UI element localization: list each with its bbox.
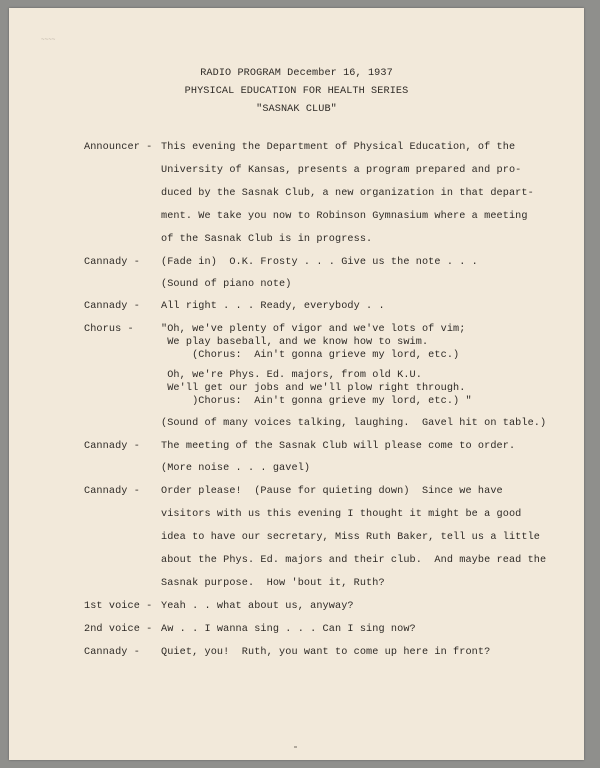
dialogue-line: (Fade in) O.K. Frosty . . . Give us the note . . .	[161, 257, 478, 268]
song-line: We play baseball, and we know how to swim.	[161, 337, 429, 348]
dialogue-line: Aw . . I wanna sing . . . Can I sing now?	[161, 624, 416, 635]
speaker-label: Cannady -	[84, 301, 140, 312]
speaker-label: Cannady -	[84, 441, 140, 452]
dialogue-line: about the Phys. Ed. majors and their club. And maybe read the	[161, 555, 547, 566]
stage-direction: (Sound of many voices talking, laughing. Gavel hit on table.)	[161, 418, 547, 429]
song-line: Oh, we're Phys. Ed. majors, from old K.U.	[161, 370, 422, 381]
speaker-label: 2nd voice -	[84, 624, 153, 635]
speaker-label: Cannady -	[84, 486, 140, 497]
page-speck	[294, 746, 297, 748]
speaker-label: Cannady -	[84, 647, 140, 658]
dialogue-line: Yeah . . what about us, anyway?	[161, 601, 354, 612]
stage-direction: (More noise . . . gavel)	[161, 463, 311, 474]
dialogue-line: idea to have our secretary, Miss Ruth Baker, tell us a little	[161, 532, 541, 543]
dialogue-line: visitors with us this evening I thought it might be a good	[161, 509, 522, 520]
speaker-label: Announcer -	[84, 142, 153, 153]
stage-direction: (Sound of piano note)	[161, 279, 292, 290]
dialogue-line: Sasnak purpose. How 'bout it, Ruth?	[161, 578, 385, 589]
header-club: "SASNAK CLUB"	[256, 104, 337, 115]
dialogue-line: This evening the Department of Physical Education, of the	[161, 142, 516, 153]
song-line: "Oh, we've plenty of vigor and we've lots of vim;	[161, 324, 466, 335]
header-series: PHYSICAL EDUCATION FOR HEALTH SERIES	[184, 86, 409, 97]
speaker-label: 1st voice -	[84, 601, 153, 612]
header-title: RADIO PROGRAM December 16, 1937	[200, 68, 393, 79]
song-line: )Chorus: Ain't gonna grieve my lord, etc.) "	[161, 396, 472, 407]
dialogue-line: duced by the Sasnak Club, a new organization in that depart-	[161, 188, 534, 199]
speaker-label: Chorus -	[84, 324, 134, 335]
corner-pencil-mark: ~~~~	[41, 36, 56, 43]
dialogue-line: of the Sasnak Club is in progress.	[161, 234, 373, 245]
song-line: (Chorus: Ain't gonna grieve my lord, etc.)	[161, 350, 460, 361]
song-line: We'll get our jobs and we'll plow right through.	[161, 383, 466, 394]
speaker-label: Cannady -	[84, 257, 140, 268]
dialogue-line: All right . . . Ready, everybody . .	[161, 301, 385, 312]
dialogue-line: The meeting of the Sasnak Club will please come to order.	[161, 441, 516, 452]
dialogue-line: Quiet, you! Ruth, you want to come up here in front?	[161, 647, 491, 658]
dialogue-line: ment. We take you now to Robinson Gymnasium where a meeting	[161, 211, 528, 222]
typewritten-page	[9, 8, 584, 760]
dialogue-line: University of Kansas, presents a program prepared and pro-	[161, 165, 522, 176]
dialogue-line: Order please! (Pause for quieting down) Since we have	[161, 486, 503, 497]
